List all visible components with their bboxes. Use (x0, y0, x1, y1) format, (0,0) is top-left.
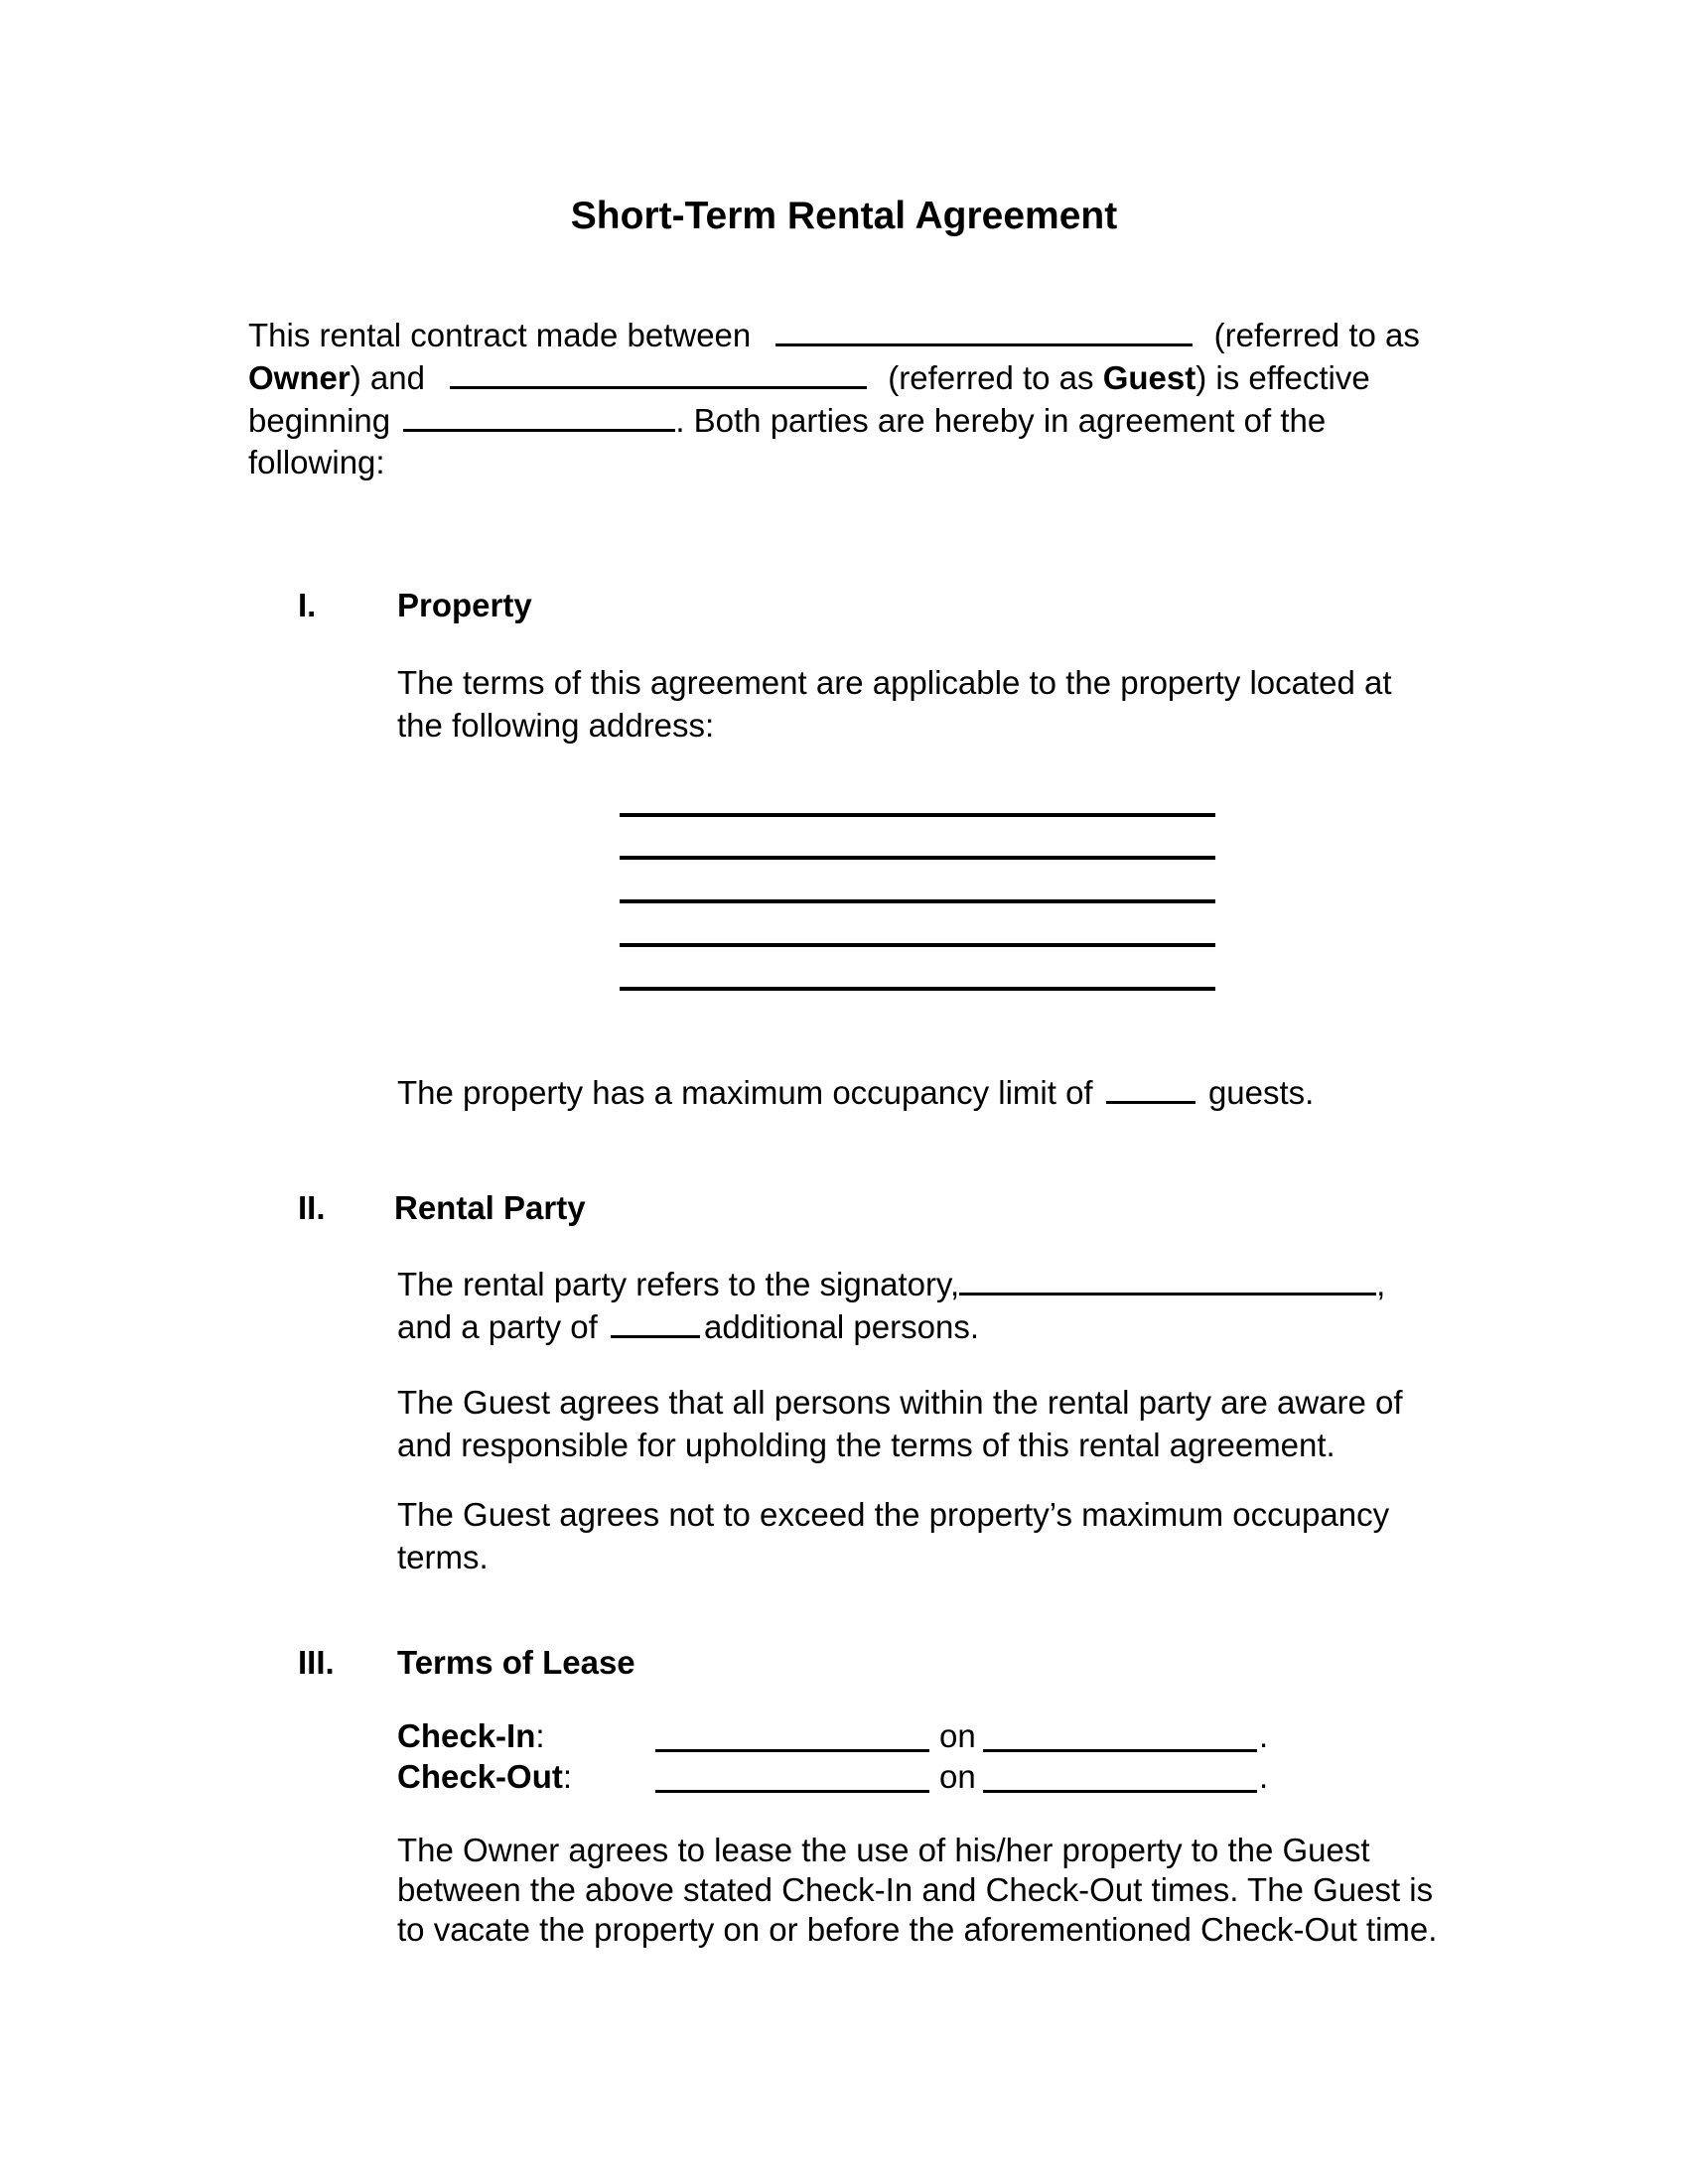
intro-line-4: following: (248, 444, 385, 480)
intro-text: ) and (350, 359, 425, 396)
address-line-4[interactable] (620, 943, 1215, 947)
check-out-time-blank[interactable] (655, 1756, 929, 1793)
occupancy-text: guests. (1207, 1074, 1315, 1111)
on-text: on (939, 1758, 976, 1795)
document-title: Short-Term Rental Agreement (570, 195, 1118, 237)
owner-term: Owner (248, 359, 351, 396)
intro-line-1 (248, 314, 1470, 356)
intro-text: . Both parties are hereby in agreement of the (675, 402, 1327, 439)
rental-party-paragraph (397, 1263, 1440, 1348)
property-address-paragraph: The terms of this agreement are applicable to the property located at the following address: (397, 664, 1392, 744)
check-in-time-blank[interactable] (655, 1715, 929, 1752)
address-line-5[interactable] (620, 987, 1215, 991)
section-1-heading: Property (397, 587, 532, 623)
owner-name-blank[interactable] (775, 314, 1193, 346)
address-line-1[interactable] (620, 813, 1215, 817)
intro-line-3 (248, 399, 1470, 442)
additional-persons-blank[interactable] (611, 1305, 700, 1338)
section-3-heading: Terms of Lease (397, 1644, 635, 1681)
intro-line-2 (248, 356, 1470, 399)
guest-term: Guest (1102, 359, 1196, 396)
lease-terms-paragraph: The Owner agrees to lease the use of his/her property to the Guest between the above stated Check-In and Check-Out times. The Guest is to vacate the property on or before the aforementioned Check-Out time. (397, 1832, 1438, 1948)
period: . (1259, 1758, 1269, 1795)
section-1-number: I. (298, 587, 317, 623)
occupancy-text: The property has a maximum occupancy limit of (397, 1074, 1093, 1111)
check-in-date-blank[interactable] (983, 1715, 1257, 1752)
intro-text: (referred to as (888, 359, 1094, 396)
rental-party-text: The rental party refers to the signatory, (397, 1266, 960, 1302)
rental-party-line-1 (397, 1263, 1440, 1305)
on-text: on (939, 1717, 976, 1754)
rental-party-text: and a party of (397, 1308, 598, 1345)
address-line-2[interactable] (620, 856, 1215, 860)
rental-party-text: additional persons. (703, 1308, 980, 1345)
rental-party-line-2 (397, 1305, 1440, 1348)
check-out-label: Check-Out: (397, 1758, 573, 1795)
intro-text: ) is effective (1196, 359, 1370, 396)
intro-text: This rental contract made between (248, 317, 752, 353)
section-2-number: II. (298, 1189, 326, 1226)
signatory-name-blank[interactable] (959, 1263, 1376, 1296)
section-2-heading: Rental Party (394, 1189, 586, 1226)
section-3-number: III. (298, 1644, 335, 1681)
intro-text: beginning (248, 402, 391, 439)
guest-name-blank[interactable] (450, 356, 867, 389)
guest-occupancy-paragraph: The Guest agrees not to exceed the property’s maximum occupancy terms. (397, 1496, 1390, 1575)
start-date-blank[interactable] (403, 399, 675, 432)
intro-paragraph (248, 314, 1470, 483)
guest-awareness-paragraph: The Guest agrees that all persons within the rental party are aware of and responsible for upholding the terms of this rental agreement. (397, 1384, 1403, 1463)
address-line-3[interactable] (620, 899, 1215, 903)
intro-text: (referred to as (1213, 317, 1420, 353)
period: . (1259, 1717, 1269, 1754)
occupancy-limit-blank[interactable] (1106, 1071, 1196, 1104)
check-out-date-blank[interactable] (983, 1756, 1257, 1793)
check-in-label: Check-In: (397, 1717, 545, 1754)
comma: , (1376, 1266, 1386, 1302)
occupancy-paragraph (397, 1071, 1440, 1114)
